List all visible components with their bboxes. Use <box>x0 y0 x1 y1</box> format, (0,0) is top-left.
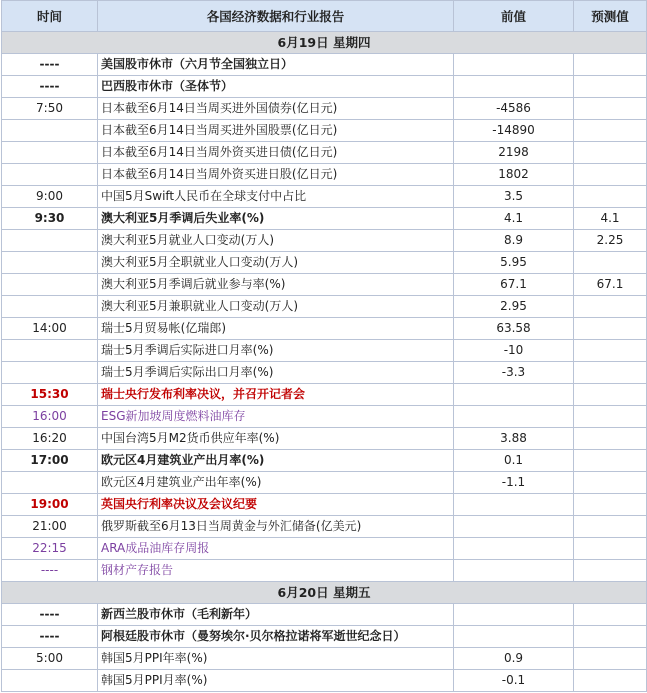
cell-time: 9:30 <box>2 208 98 230</box>
cell-time: 16:00 <box>2 406 98 428</box>
cell-previous <box>454 384 574 406</box>
table-row <box>2 648 647 670</box>
cell-previous: 63.58 <box>454 318 574 340</box>
cell-time: ---- <box>2 76 98 98</box>
cell-forecast: 4.1 <box>574 208 647 230</box>
cell-previous <box>454 604 574 626</box>
table-row <box>2 54 647 76</box>
table-row <box>2 538 647 560</box>
cell-previous: 67.1 <box>454 274 574 296</box>
cell-forecast <box>574 340 647 362</box>
cell-time: 7:50 <box>2 98 98 120</box>
cell-event: 欧元区4月建筑业产出月率(%) <box>98 450 454 472</box>
table-row <box>2 230 647 252</box>
cell-time: ---- <box>2 54 98 76</box>
cell-forecast <box>574 648 647 670</box>
table-row <box>2 516 647 538</box>
table-row <box>2 164 647 186</box>
cell-forecast <box>574 120 647 142</box>
cell-event: 澳大利亚5月就业人口变动(万人) <box>98 230 454 252</box>
header-time: 时间 <box>2 1 98 32</box>
cell-time <box>2 252 98 274</box>
cell-event: 中国5月Swift人民币在全球支付中占比 <box>98 186 454 208</box>
cell-previous: 8.9 <box>454 230 574 252</box>
cell-event: 瑞士5月季调后实际出口月率(%) <box>98 362 454 384</box>
cell-forecast <box>574 76 647 98</box>
table-row <box>2 120 647 142</box>
cell-time <box>2 164 98 186</box>
cell-forecast <box>574 626 647 648</box>
header-forecast: 预测值 <box>574 1 647 32</box>
table-row <box>2 406 647 428</box>
cell-forecast <box>574 186 647 208</box>
cell-forecast <box>574 428 647 450</box>
cell-event: 巴西股市休市（圣体节） <box>98 76 454 98</box>
cell-forecast <box>574 406 647 428</box>
cell-forecast <box>574 318 647 340</box>
table-body <box>2 32 647 692</box>
cell-previous: -14890 <box>454 120 574 142</box>
cell-event: 美国股市休市（六月节全国独立日） <box>98 54 454 76</box>
economic-calendar-table <box>1 0 647 692</box>
table-row <box>2 626 647 648</box>
date-row <box>2 32 647 54</box>
cell-forecast <box>574 560 647 582</box>
cell-previous: 0.9 <box>454 648 574 670</box>
cell-forecast <box>574 98 647 120</box>
cell-event: 澳大利亚5月全职就业人口变动(万人) <box>98 252 454 274</box>
cell-event: ESG新加坡周度燃料油库存 <box>98 406 454 428</box>
cell-event: 俄罗斯截至6月13日当周黄金与外汇储备(亿美元) <box>98 516 454 538</box>
cell-forecast <box>574 604 647 626</box>
cell-forecast <box>574 164 647 186</box>
table-row <box>2 428 647 450</box>
cell-forecast <box>574 472 647 494</box>
cell-previous: -10 <box>454 340 574 362</box>
cell-previous <box>454 406 574 428</box>
cell-forecast <box>574 494 647 516</box>
table-row <box>2 186 647 208</box>
cell-event: 钢材产存报告 <box>98 560 454 582</box>
table-row <box>2 340 647 362</box>
date-label: 6月20日 星期五 <box>2 582 647 604</box>
cell-event: ARA成品油库存周报 <box>98 538 454 560</box>
cell-event: 新西兰股市休市（毛利新年） <box>98 604 454 626</box>
cell-time: ---- <box>2 604 98 626</box>
cell-event: 英国央行利率决议及会议纪要 <box>98 494 454 516</box>
cell-previous <box>454 538 574 560</box>
cell-forecast <box>574 538 647 560</box>
cell-time <box>2 670 98 692</box>
cell-event: 澳大利亚5月季调后失业率(%) <box>98 208 454 230</box>
cell-event: 瑞士央行发布利率决议，并召开记者会 <box>98 384 454 406</box>
cell-previous: -1.1 <box>454 472 574 494</box>
cell-event: 瑞士5月季调后实际进口月率(%) <box>98 340 454 362</box>
cell-previous: -4586 <box>454 98 574 120</box>
cell-event: 日本截至6月14日当周外资买进日债(亿日元) <box>98 142 454 164</box>
cell-event: 韩国5月PPI月率(%) <box>98 670 454 692</box>
cell-previous: 3.88 <box>454 428 574 450</box>
table-row <box>2 98 647 120</box>
cell-forecast <box>574 670 647 692</box>
table-row <box>2 142 647 164</box>
cell-forecast <box>574 54 647 76</box>
cell-event: 阿根廷股市休市（曼努埃尔·贝尔格拉诺将军逝世纪念日） <box>98 626 454 648</box>
cell-time: 19:00 <box>2 494 98 516</box>
cell-previous: 0.1 <box>454 450 574 472</box>
table-row <box>2 252 647 274</box>
date-row <box>2 582 647 604</box>
cell-previous <box>454 626 574 648</box>
cell-time <box>2 472 98 494</box>
cell-previous: 2198 <box>454 142 574 164</box>
cell-previous: 1802 <box>454 164 574 186</box>
cell-forecast <box>574 384 647 406</box>
cell-time: 14:00 <box>2 318 98 340</box>
cell-forecast: 67.1 <box>574 274 647 296</box>
cell-event: 瑞士5月贸易帐(亿瑞郎) <box>98 318 454 340</box>
table-row <box>2 208 647 230</box>
cell-time: 17:00 <box>2 450 98 472</box>
cell-time: ---- <box>2 560 98 582</box>
cell-previous: -3.3 <box>454 362 574 384</box>
cell-time: 15:30 <box>2 384 98 406</box>
table-row <box>2 604 647 626</box>
cell-time: 5:00 <box>2 648 98 670</box>
cell-event: 澳大利亚5月季调后就业参与率(%) <box>98 274 454 296</box>
cell-previous <box>454 76 574 98</box>
table-row <box>2 384 647 406</box>
cell-time <box>2 340 98 362</box>
cell-time: ---- <box>2 626 98 648</box>
cell-event: 欧元区4月建筑业产出年率(%) <box>98 472 454 494</box>
cell-previous: 4.1 <box>454 208 574 230</box>
cell-time <box>2 142 98 164</box>
cell-time <box>2 274 98 296</box>
cell-time: 16:20 <box>2 428 98 450</box>
cell-event: 日本截至6月14日当周外资买进日股(亿日元) <box>98 164 454 186</box>
header-row <box>2 1 647 32</box>
cell-time <box>2 120 98 142</box>
cell-forecast <box>574 252 647 274</box>
cell-previous: 3.5 <box>454 186 574 208</box>
cell-previous <box>454 516 574 538</box>
cell-previous <box>454 494 574 516</box>
cell-event: 澳大利亚5月兼职就业人口变动(万人) <box>98 296 454 318</box>
cell-time <box>2 296 98 318</box>
cell-previous <box>454 54 574 76</box>
date-label: 6月19日 星期四 <box>2 32 647 54</box>
cell-forecast: 2.25 <box>574 230 647 252</box>
cell-event: 韩国5月PPI年率(%) <box>98 648 454 670</box>
cell-forecast <box>574 362 647 384</box>
cell-forecast <box>574 296 647 318</box>
cell-forecast <box>574 450 647 472</box>
cell-time: 22:15 <box>2 538 98 560</box>
cell-forecast <box>574 142 647 164</box>
cell-previous: -0.1 <box>454 670 574 692</box>
table-row <box>2 76 647 98</box>
table-row <box>2 318 647 340</box>
header-previous: 前值 <box>454 1 574 32</box>
table-row <box>2 450 647 472</box>
cell-event: 日本截至6月14日当周买进外国债券(亿日元) <box>98 98 454 120</box>
cell-time: 9:00 <box>2 186 98 208</box>
table-row <box>2 670 647 692</box>
table-row <box>2 296 647 318</box>
cell-time: 21:00 <box>2 516 98 538</box>
table-row <box>2 472 647 494</box>
cell-time <box>2 230 98 252</box>
cell-previous: 5.95 <box>454 252 574 274</box>
cell-forecast <box>574 516 647 538</box>
cell-previous <box>454 560 574 582</box>
table-row <box>2 560 647 582</box>
cell-event: 中国台湾5月M2货币供应年率(%) <box>98 428 454 450</box>
table-row <box>2 362 647 384</box>
table-row <box>2 494 647 516</box>
cell-previous: 2.95 <box>454 296 574 318</box>
header-event: 各国经济数据和行业报告 <box>98 1 454 32</box>
cell-event: 日本截至6月14日当周买进外国股票(亿日元) <box>98 120 454 142</box>
cell-time <box>2 362 98 384</box>
table-row <box>2 274 647 296</box>
